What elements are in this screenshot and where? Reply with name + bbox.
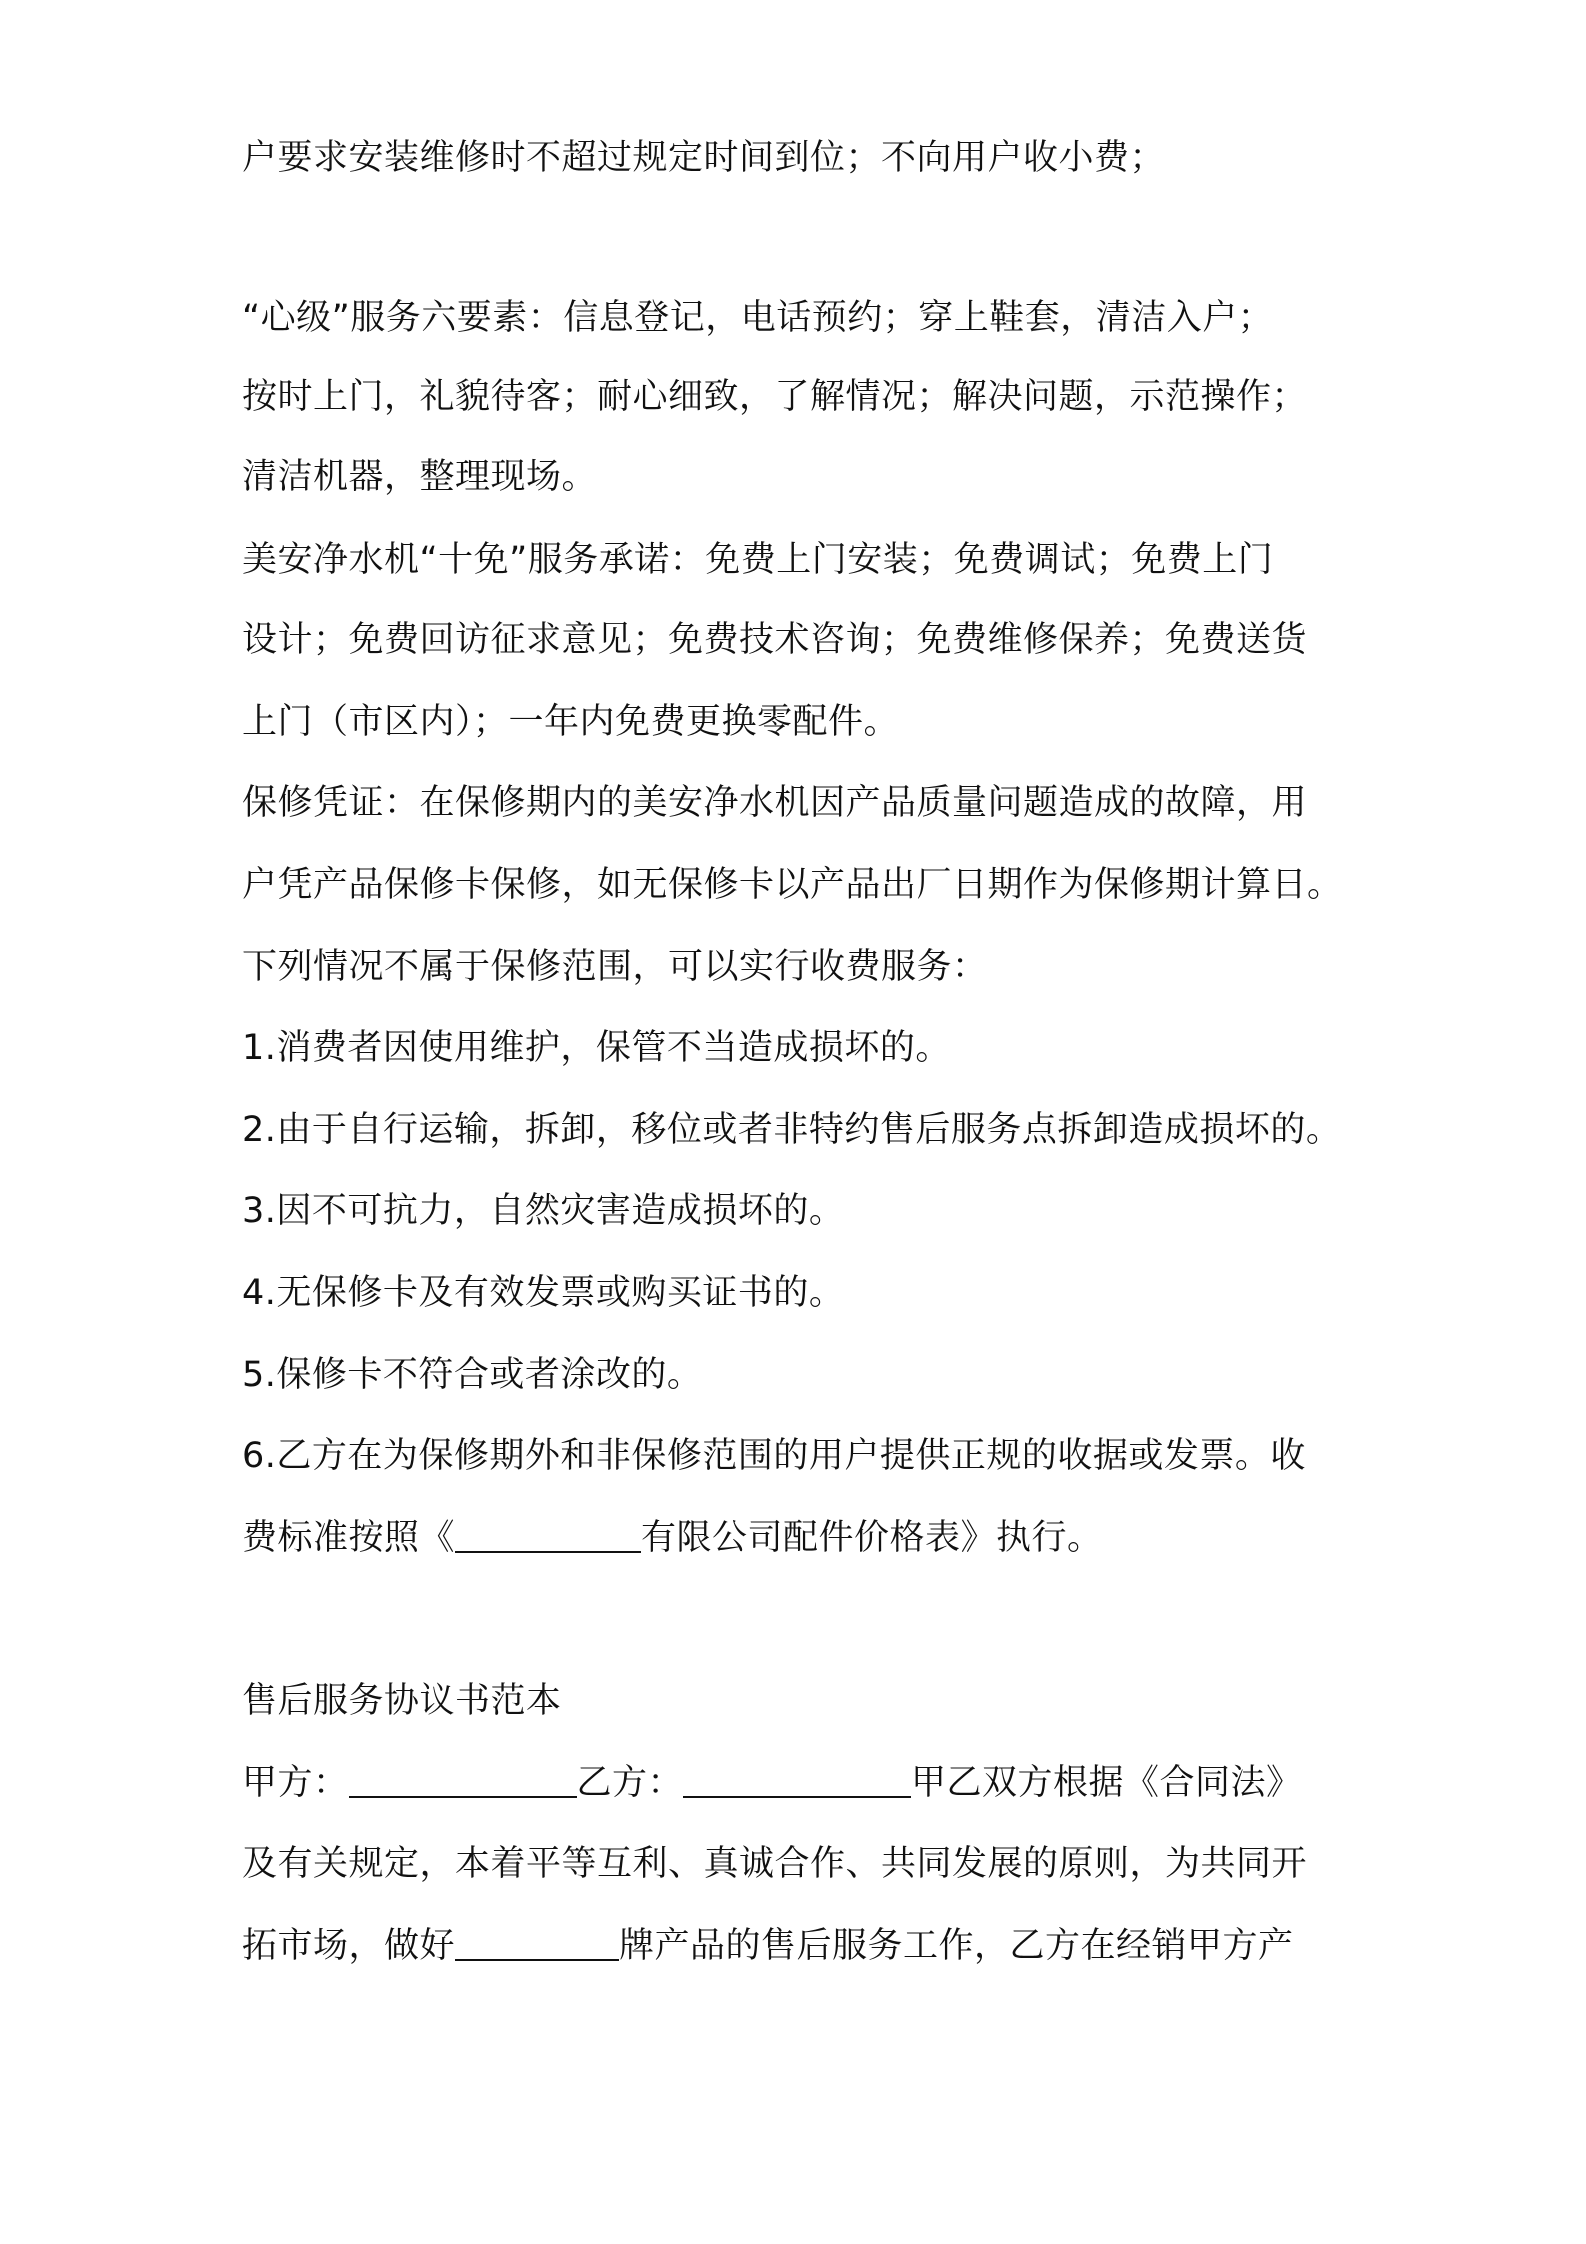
party-a-blank bbox=[349, 1762, 577, 1798]
brand-blank bbox=[455, 1925, 619, 1961]
paragraph-line: 保修凭证：在保修期内的美安净水机因产品质量问题造成的故障，用 bbox=[242, 783, 1308, 823]
paragraph-line: 按时上门，礼貌待客；耐心细致，了解情况；解决问题，示范操作； bbox=[242, 377, 1308, 417]
list-item: 2.由于自行运输，拆卸，移位或者非特约售后服务点拆卸造成损坏的。 bbox=[242, 1110, 1342, 1150]
party-a-label: 甲方： bbox=[242, 1763, 349, 1803]
list-item: 3.因不可抗力，自然灾害造成损坏的。 bbox=[242, 1191, 845, 1231]
paragraph-line: 户要求安装维修时不超过规定时间到位；不向用户收小费； bbox=[242, 138, 1166, 178]
paragraph-line: 下列情况不属于保修范围，可以实行收费服务： bbox=[242, 947, 988, 987]
fee-line-suffix: 有限公司配件价格表》执行。 bbox=[641, 1518, 1103, 1558]
paragraph-line: 清洁机器，整理现场。 bbox=[242, 457, 598, 497]
brand-line bbox=[242, 1922, 1294, 1970]
fee-line-prefix: 费标准按照《 bbox=[242, 1518, 456, 1558]
list-item: 4.无保修卡及有效发票或购买证书的。 bbox=[242, 1273, 845, 1313]
agreement-title: 售后服务协议书范本 bbox=[242, 1681, 562, 1721]
paragraph-line: 设计；免费回访征求意见；免费技术咨询；免费维修保养；免费送货 bbox=[242, 620, 1308, 660]
list-item: 1.消费者因使用维护，保管不当造成损坏的。 bbox=[242, 1028, 951, 1068]
fee-standard-line bbox=[242, 1514, 1103, 1562]
list-item: 5.保修卡不符合或者涂改的。 bbox=[242, 1355, 703, 1395]
contract-basis: 甲乙双方根据《合同法》 bbox=[911, 1763, 1302, 1803]
paragraph-line: 上门（市区内）；一年内免费更换零配件。 bbox=[242, 702, 900, 742]
parties-line bbox=[242, 1759, 1302, 1807]
paragraph-line: 及有关规定，本着平等互利、真诚合作、共同发展的原则，为共同开 bbox=[242, 1844, 1308, 1884]
list-item: 6.乙方在为保修期外和非保修范围的用户提供正规的收据或发票。收 bbox=[242, 1436, 1306, 1476]
company-name-blank bbox=[455, 1517, 641, 1553]
party-b-label: 乙方： bbox=[576, 1763, 684, 1803]
paragraph-line: 美安净水机“十免”服务承诺：免费上门安装；免费调试；免费上门 bbox=[242, 540, 1274, 580]
brand-line-prefix: 拓市场，做好 bbox=[242, 1926, 456, 1966]
party-b-blank bbox=[683, 1762, 911, 1798]
paragraph-line: 户凭产品保修卡保修，如无保修卡以产品出厂日期作为保修期计算日。 bbox=[242, 865, 1343, 905]
paragraph-line: “心级”服务六要素：信息登记，电话预约；穿上鞋套，清洁入户； bbox=[242, 298, 1274, 338]
brand-line-suffix: 牌产品的售后服务工作，乙方在经销甲方产 bbox=[619, 1926, 1294, 1966]
